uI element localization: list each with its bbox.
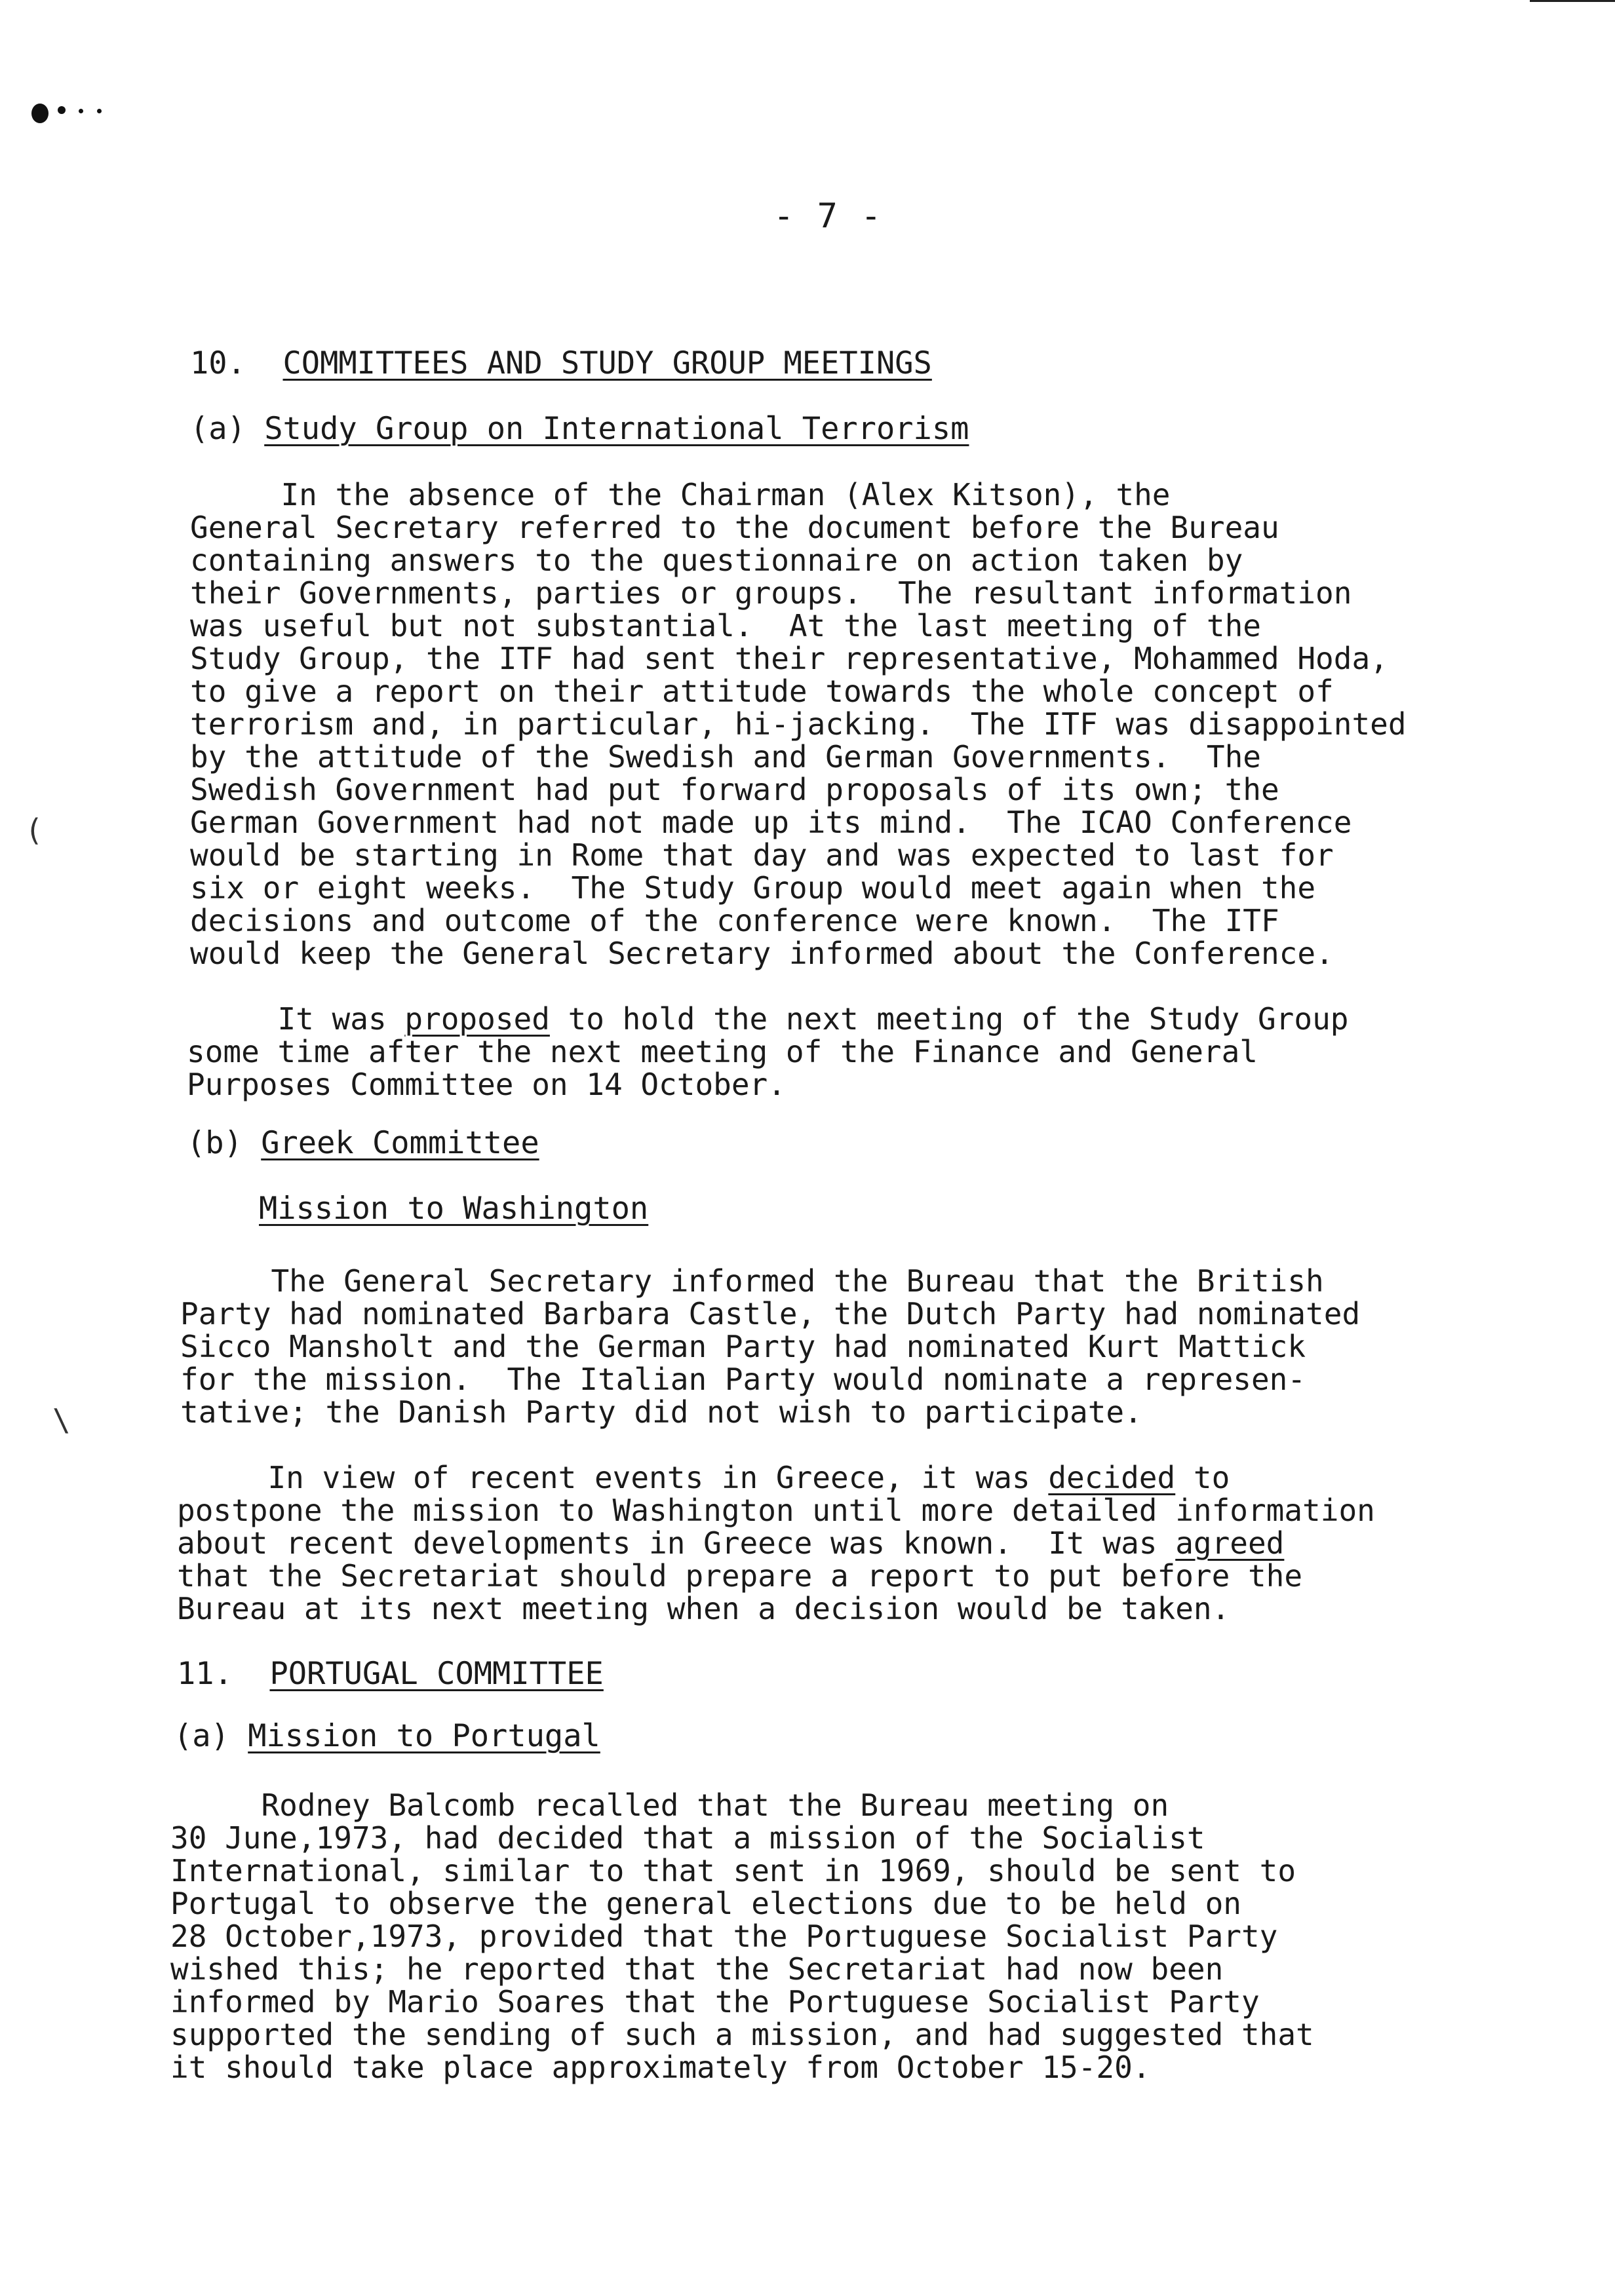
top-edge-rule	[1530, 0, 1615, 2]
subsection-title: Mission to Portugal	[248, 1718, 600, 1754]
section-heading: 11. PORTUGAL COMMITTEE	[177, 1656, 604, 1692]
subsection-heading: (a) Study Group on International Terrorism	[190, 411, 969, 447]
subsection-heading: (a) Mission to Portugal	[174, 1718, 600, 1754]
margin-mark: (	[25, 813, 43, 848]
section-title: PORTUGAL COMMITTEE	[269, 1656, 604, 1692]
paragraph: The General Secretary informed the Bureau that the British Party had nominated Barbara Castle, the Dutch Party had nominated Sicco Mansholt and the German Party had nominated Kurt Mattick for the mission. The Italian Party would nominate a represen- tative; the Danish Party did not wish to participate.	[180, 1263, 1361, 1430]
subsection-heading: (b) Greek Committee	[187, 1125, 539, 1161]
paragraph: In the absence of the Chairman (Alex Kitson), the General Secretary referred to the document before the Bureau containing answers to the questionnaire on action taken by their Governments, parties or groups. The resultant information was useful but not substantial. At the last meeting of the Study Group, the ITF had sent their representative, Mohammed Hoda, to give a report on their attitude towards the whole concept of terrorism and, in particular, hi-jacking. The ITF was disappointed by the attitude of the Swedish and German Governments. The Swedish Government had put forward proposals of its own; the German Government had not made up its mind. The ICAO Conference would be starting in Rome that day and was expected to last for six or eight weeks. The Study Group would meet again when the decisions and outcome of the conference were known. The ITF would keep the General Secretary informed about the Conference.	[190, 477, 1407, 971]
section-heading: 10. COMMITTEES AND STUDY GROUP MEETINGS	[190, 345, 932, 381]
section-title: COMMITTEES AND STUDY GROUP MEETINGS	[282, 345, 932, 381]
subsection-title: Greek Committee	[261, 1125, 539, 1161]
paragraph: In view of recent events in Greece, it was decided to postpone the mission to Washington until more detailed information about recent developments in Greece was known. It was agreed that the Secretariat should prepare a report to put before the Bureau at its next meeting when a decision would be taken.	[177, 1460, 1375, 1626]
margin-mark: \	[52, 1402, 71, 1438]
subsection-title: Study Group on International Terrorism	[264, 411, 969, 447]
page-number: - 7 -	[773, 197, 883, 236]
sub-subsection-title: Mission to Washington	[259, 1191, 649, 1227]
paragraph: It was proposed to hold the next meeting of the Study Group some time after the next meeting of the Finance and General Purposes Committee on 14 October.	[187, 1001, 1349, 1102]
paragraph: Rodney Balcomb recalled that the Bureau meeting on 30 June,1973, had decided that a mission of the Socialist International, similar to that sent in 1969, should be sent to Portugal to observe the general elections due to be held on 28 October,1973, provided that the Portuguese Socialist Party wished this; he reported that the Secretariat had now been informed by Mario Soares that the Portuguese Socialist Party supported the sending of such a mission, and had suggested that it should take place approximately from October 15-20.	[170, 1788, 1314, 2085]
